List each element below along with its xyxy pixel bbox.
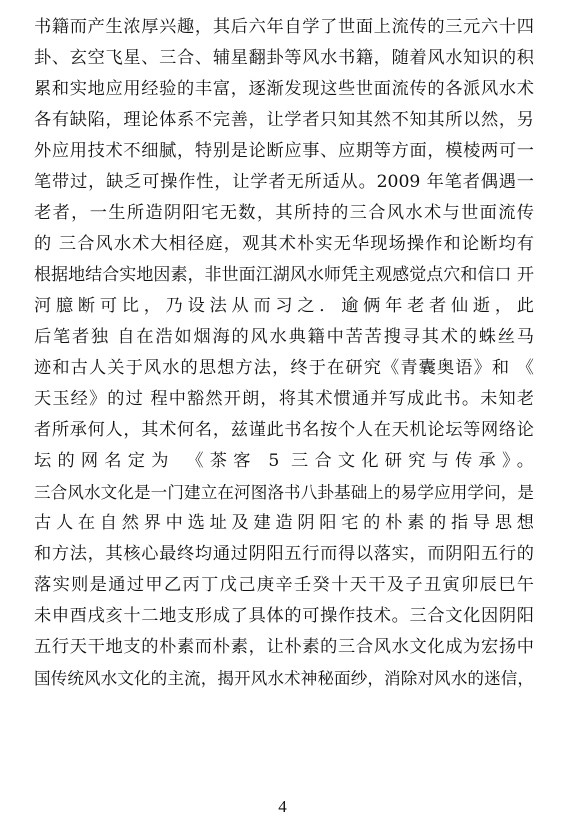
paragraph-1 — [34, 12, 534, 477]
page-number: 4 — [278, 797, 287, 816]
text-line: 后笔者独 自在浩如烟海的风水典籍中苦苦搜寻其术的蛛丝马 — [34, 327, 534, 347]
text-line: 各有缺陷，理论体系不完善，让学者只知其然不知其所以然，另 — [34, 110, 534, 130]
text-line: 河臆断可比，乃设法从而习之．逾俩年老者仙逝，此 — [34, 296, 534, 316]
text-line: 和方法，其核心最终均通过阴阳五行而得以落实，而阴阳五行的 — [34, 544, 534, 564]
text-line: 国传统风水文化的主流，揭开风水术神秘面纱，消除对风水的迷信， — [34, 669, 534, 688]
text-line: 累和实地应用经验的丰富，逐渐发现这些世面流传的各派风水术 — [34, 79, 534, 99]
text-line: 落实则是通过甲乙丙丁戊己庚辛壬癸十天干及子丑寅卯辰巳午 — [34, 575, 534, 595]
text-line: 根据地结合实地因素，非世面江湖风水师凭主观感觉点穴和信口 开 — [34, 265, 534, 285]
text-line: 坛的网名定为 《茶客 5 三合文化研究与传承》。 — [34, 451, 534, 471]
text-line: 书籍而产生浓厚兴趣，其后六年自学了世面上流传的三元六十四 — [34, 17, 534, 37]
paragraph-2 — [34, 477, 534, 694]
text-line: 未申酉戌亥十二地支形成了具体的可操作技术。三合文化因阴阳 — [34, 606, 534, 626]
body-text — [34, 12, 534, 694]
text-line: 笔带过，缺乏可操作性，让学者无所适从。2009 年笔者偶遇一 — [34, 172, 534, 192]
text-line: 外应用技术不细腻，特别是论断应事、应期等方面，模棱两可一 — [34, 141, 534, 161]
text-line: 卦、玄空飞星、三合、辅星翻卦等风水书籍，随着风水知识的积 — [34, 48, 534, 68]
text-line: 天玉经》的过 程中豁然开朗，将其术惯通并写成此书。未知老 — [34, 389, 534, 409]
text-line: 的 三合风水术大相径庭，观其术朴实无华现场操作和论断均有 — [34, 234, 534, 254]
text-line: 者所承何人，其术何名，兹谨此书名按个人在天机论坛等网络论 — [34, 420, 534, 440]
text-line: 迹和古人关于风水的思想方法，终于在研究《青囊奥语》和 《 — [34, 358, 534, 378]
text-line: 五行天干地支的朴素而朴素，让朴素的三合风水文化成为宏扬中 — [34, 637, 534, 657]
text-line: 老者，一生所造阴阳宅无数，其所持的三合风水术与世面流传 — [34, 203, 534, 223]
text-line: 古人在自然界中选址及建造阴阳宅的朴素的指导思想 — [34, 513, 534, 533]
text-line: 三合风水文化是一门建立在河图洛书八卦基础上的易学应用学问，是 — [34, 483, 534, 502]
